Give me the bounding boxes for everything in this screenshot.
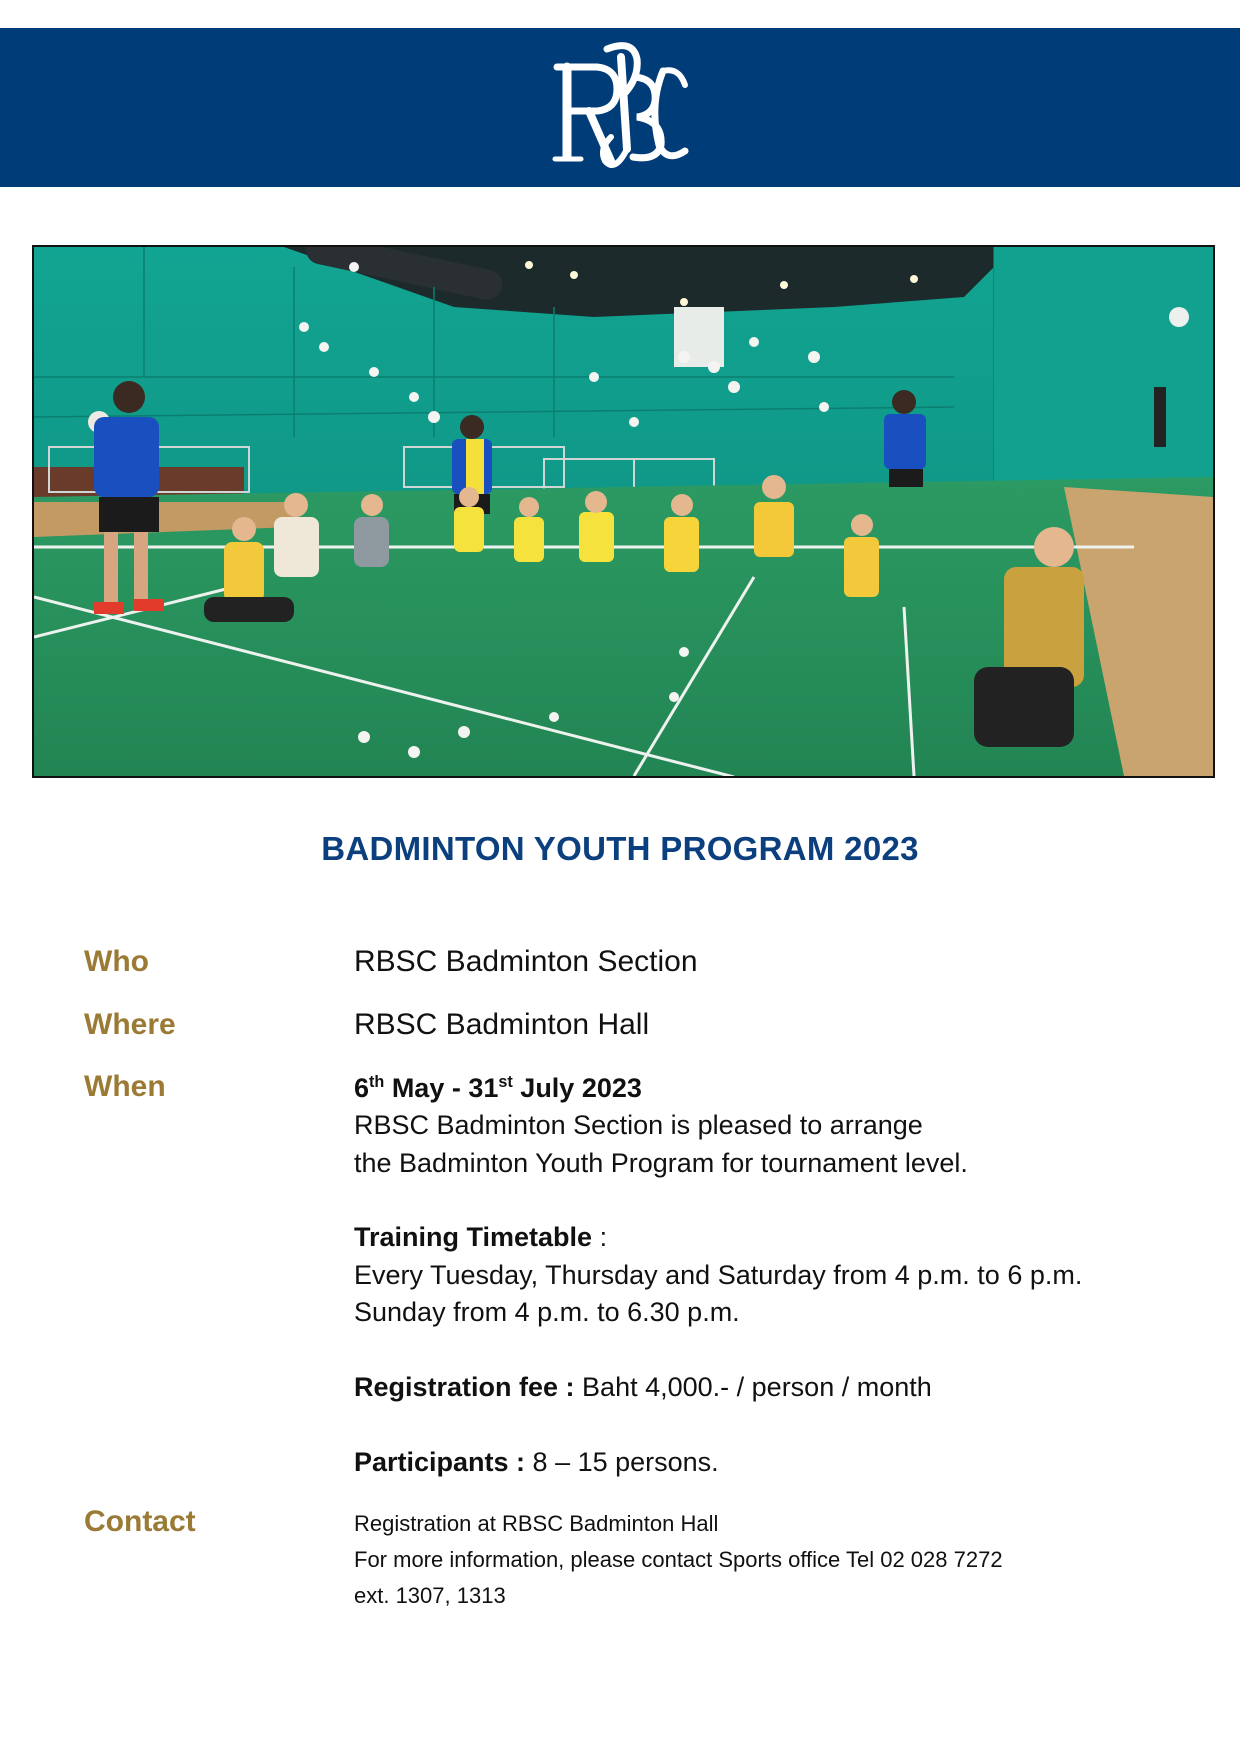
who-label: Who: [84, 945, 149, 978]
when-date-range: 6th May - 31st July 2023: [354, 1073, 642, 1103]
photo-image: [34, 247, 1213, 776]
rbsc-monogram-logo: [545, 37, 695, 177]
where-label: Where: [84, 1008, 176, 1041]
timetable-heading: Training Timetable :: [354, 1222, 608, 1252]
contact-line1: Registration at RBSC Badminton Hall: [354, 1511, 719, 1536]
where-value: RBSC Badminton Hall: [354, 1008, 650, 1041]
when-description-line2: the Badminton Youth Program for tournament level.: [354, 1148, 968, 1178]
participants: Participants : 8 – 15 persons.: [354, 1447, 719, 1477]
when-description-line1: RBSC Badminton Section is pleased to arrange: [354, 1110, 923, 1140]
contact-line3: ext. 1307, 1313: [354, 1583, 506, 1608]
when-label: When: [84, 1070, 166, 1103]
timetable-line1: Every Tuesday, Thursday and Saturday from 4 p.m. to 6 p.m.: [354, 1260, 1083, 1290]
contact-label: Contact: [84, 1505, 196, 1538]
page-title: BADMINTON YOUTH PROGRAM 2023: [321, 830, 919, 867]
timetable-line2: Sunday from 4 p.m. to 6.30 p.m.: [354, 1297, 740, 1327]
who-value: RBSC Badminton Section: [354, 945, 698, 978]
hero-photo: [32, 245, 1215, 778]
contact-line2: For more information, please contact Sports office Tel 02 028 7272: [354, 1547, 1003, 1572]
registration-fee: Registration fee : Baht 4,000.- / person / month: [354, 1372, 932, 1402]
